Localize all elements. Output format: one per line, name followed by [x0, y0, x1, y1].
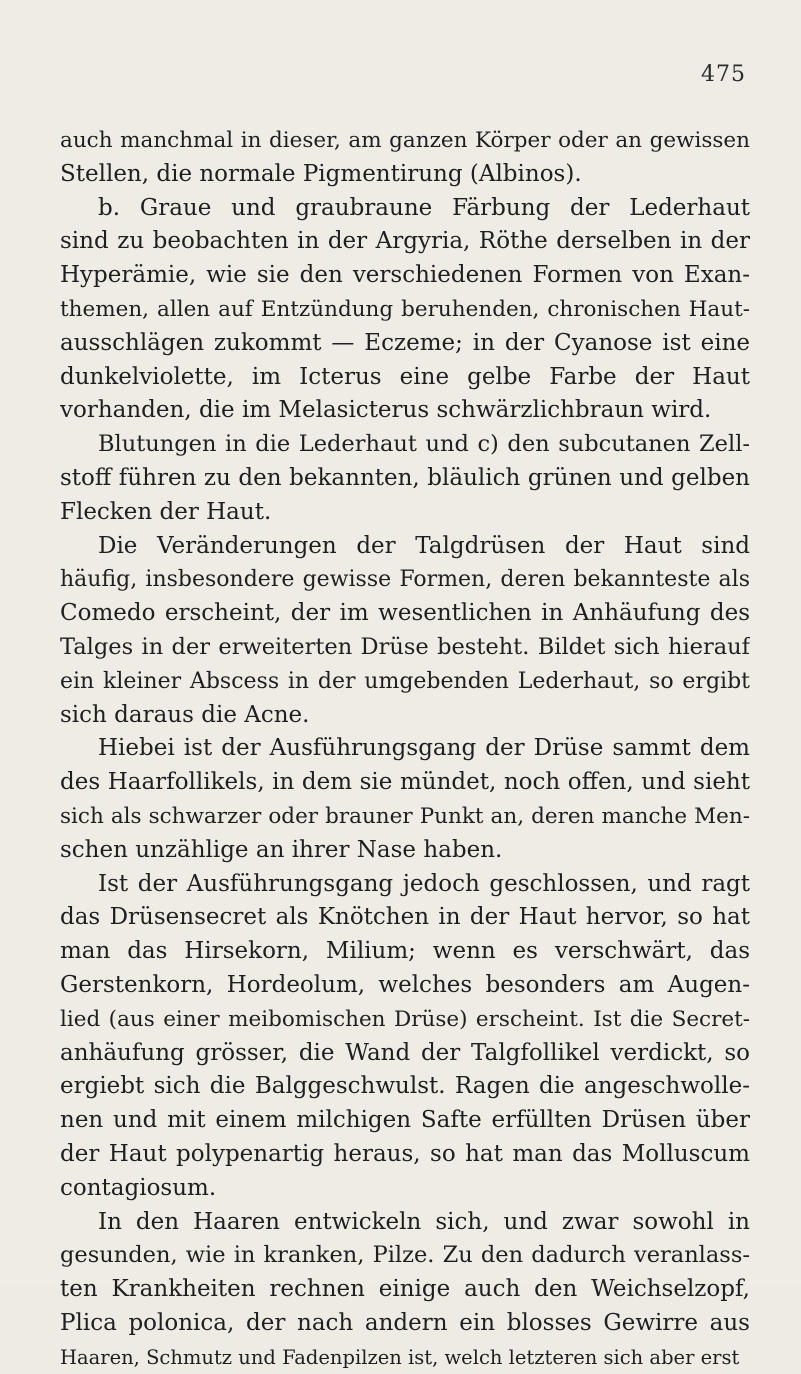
- text-line: der Haut polypenartig heraus, so hat man das Molluscum: [60, 1140, 750, 1167]
- text-line: ten Krankheiten rechnen einige auch den Weichselzopf,: [60, 1276, 750, 1303]
- text-line: dunkelviolette, im Icterus eine gelbe Farbe der Haut: [60, 363, 750, 390]
- text-line: Plica polonica, der nach andern ein blosses Gewirre aus: [60, 1309, 750, 1336]
- text-line: Die Veränderungen der Talgdrüsen der Haut sind: [98, 532, 750, 559]
- text-line: des Haarfollikels, in dem sie mündet, noch offen, und sieht: [60, 769, 750, 796]
- text-line: man das Hirsekorn, Milium; wenn es verschwärt, das: [60, 938, 750, 965]
- text-line: Gerstenkorn, Hordeolum, welches besonders am Augen-: [60, 971, 750, 998]
- text-line: Stellen, die normale Pigmentirung (Albinos).: [60, 160, 582, 187]
- text-line: Ist der Ausführungsgang jedoch geschlossen, und ragt: [98, 870, 750, 897]
- text-line: lied (aus einer meibomischen Drüse) erscheint. Ist die Secret-: [60, 1006, 750, 1032]
- text-line: sich als schwarzer oder brauner Punkt an, deren manche Men-: [60, 803, 750, 829]
- text-line: ergiebt sich die Balggeschwulst. Ragen die angeschwolle-: [60, 1073, 750, 1100]
- text-line: auch manchmal in dieser, am ganzen Körper oder an gewissen: [60, 128, 750, 153]
- text-line: gesunden, wie in kranken, Pilze. Zu den dadurch veranlass-: [60, 1242, 750, 1269]
- text-line: contagiosum.: [60, 1174, 217, 1201]
- text-line: Haaren, Schmutz und Fadenpilzen ist, welch letzteren sich aber erst: [60, 1345, 740, 1369]
- text-line: sich daraus die Acne.: [60, 701, 310, 728]
- text-line: Blutungen in die Lederhaut und c) den subcutanen Zell-: [98, 431, 750, 458]
- text-line: häufig, insbesondere gewisse Formen, deren bekannteste als: [60, 567, 750, 593]
- body-text: [60, 124, 750, 1374]
- text-line: b. Graue und graubraune Färbung der Lederhaut: [98, 194, 750, 221]
- text-line: Talges in der erweiterten Drüse besteht. Bildet sich hierauf: [60, 633, 750, 660]
- text-line: Comedo erscheint, der im wesentlichen in Anhäufung des: [60, 600, 750, 627]
- text-line: stoff führen zu den bekannten, bläulich grünen und gelben: [60, 464, 750, 491]
- text-line: nen und mit einem milchigen Safte erfüllten Drüsen über: [60, 1107, 750, 1134]
- page-number: 475: [701, 62, 746, 87]
- text-line: Hyperämie, wie sie den verschiedenen Formen von Exan-: [60, 262, 750, 289]
- text-line: themen, allen auf Entzündung beruhenden, chronischen Haut-: [60, 296, 750, 322]
- text-line: Flecken der Haut.: [60, 498, 272, 525]
- text-line: das Drüsensecret als Knötchen in der Haut hervor, so hat: [60, 904, 750, 931]
- text-line: vorhanden, die im Melasicterus schwärzlichbraun wird.: [60, 397, 712, 424]
- text-line: schen unzählige an ihrer Nase haben.: [60, 836, 503, 863]
- text-line: In den Haaren entwickeln sich, und zwar sowohl in: [98, 1208, 750, 1235]
- text-line: sind zu beobachten in der Argyria, Röthe derselben in der: [60, 228, 750, 255]
- text-line: ein kleiner Abscess in der umgebenden Lederhaut, so ergibt: [60, 668, 750, 694]
- text-line: Hiebei ist der Ausführungsgang der Drüse sammt dem: [98, 735, 750, 762]
- text-line: ausschlägen zukommt — Eczeme; in der Cyanose ist eine: [60, 329, 750, 356]
- text-line: anhäufung grösser, die Wand der Talgfollikel verdickt, so: [60, 1039, 750, 1066]
